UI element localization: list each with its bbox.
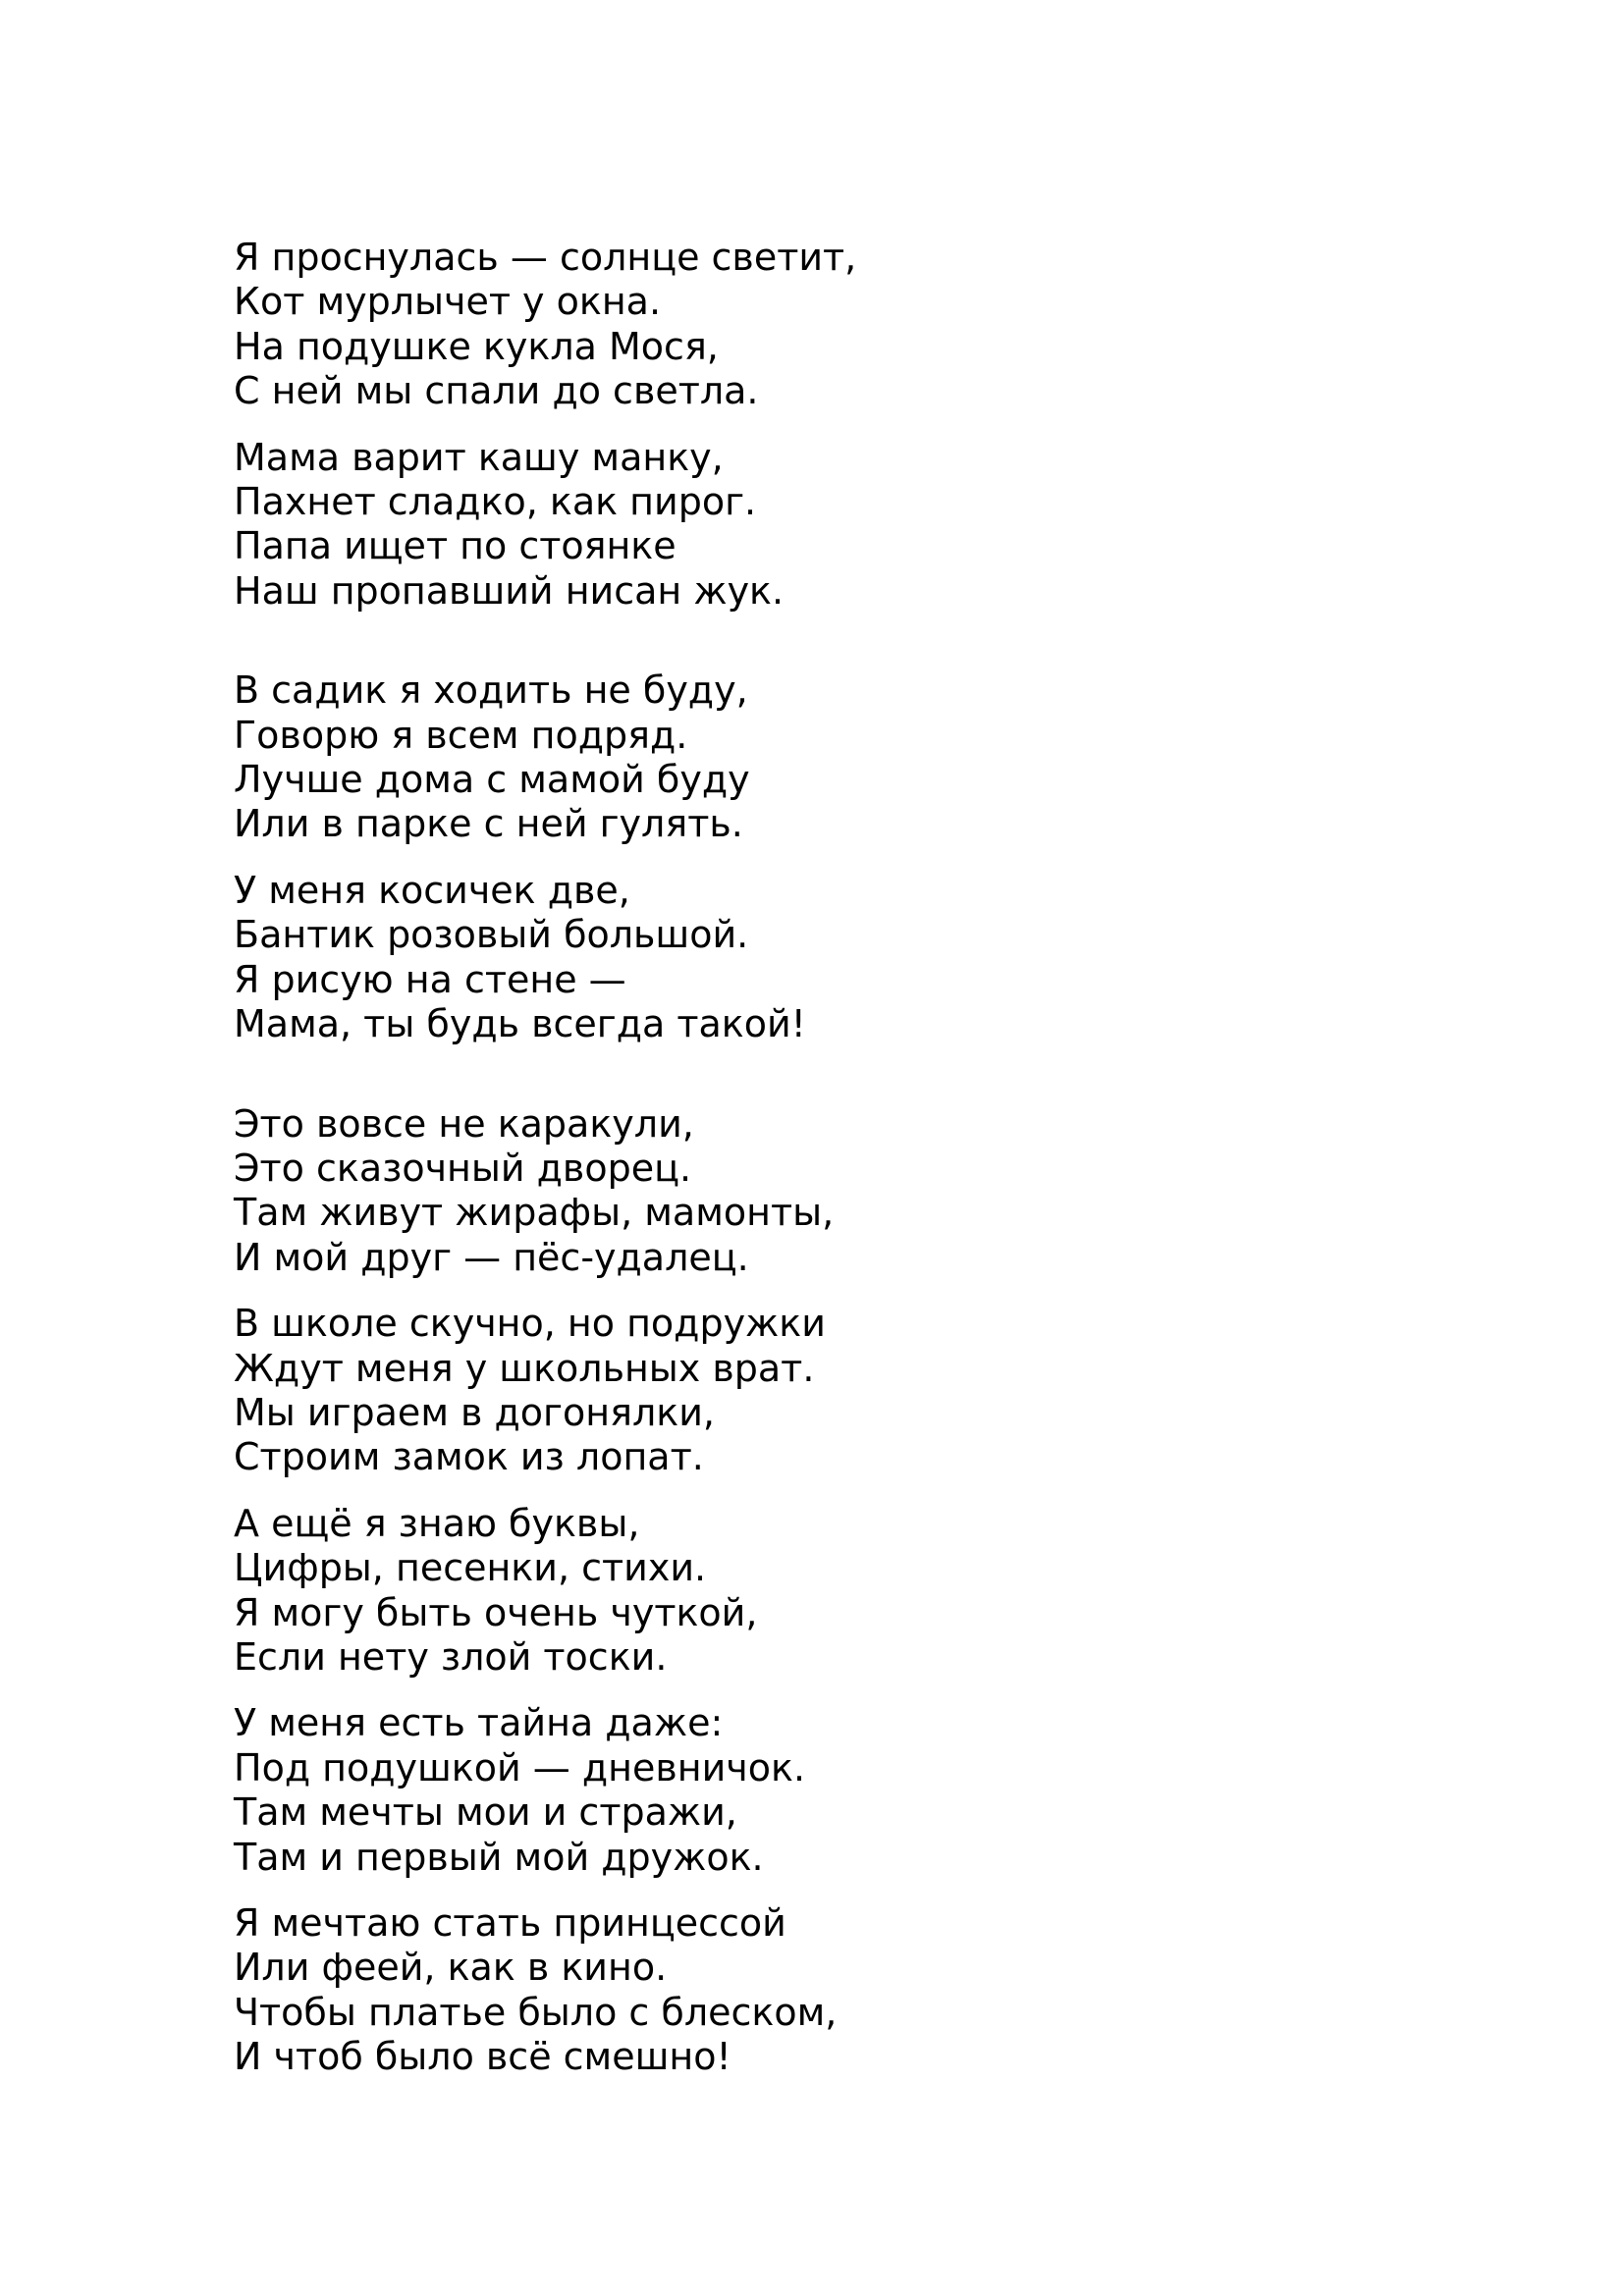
poem-line: В школе скучно, но подружки [234,1302,826,1346]
poem-line: И мой друг — пёс-удалец. [234,1235,749,1279]
stanza-4 [234,869,1412,1047]
poem-line: Там и первый мой дружок. [234,1835,764,1879]
poem-line: Кот мурлычет у окна. [234,280,662,324]
poem-line: Или в парке с ней гулять. [234,802,743,846]
poem-line: Строим замок из лопат. [234,1435,704,1479]
poem-line: У меня косичек две, [234,868,630,912]
stanza-2 [234,436,1412,614]
poem-line: Я мечтаю стать принцессой [234,1901,786,1945]
poem-line: Мама варит кашу манку, [234,435,724,479]
stanza-9 [234,1901,1412,2080]
poem-line: А ещё я знаю буквы, [234,1501,640,1545]
poem-line: Наш пропавший нисан жук. [234,568,785,613]
poem-line: Мы играем в догонялки, [234,1390,715,1434]
poem-line: Бантик розовый большой. [234,913,749,957]
poem-line: Папа ищет по стоянке [234,524,677,568]
poem-line: Я могу быть очень чуткой, [234,1590,758,1634]
poem-line: Там живут жирафы, мамонты, [234,1191,835,1235]
poem-line: Ждут меня у школьных врат. [234,1346,815,1390]
poem-line: Мама, ты будь всегда такой! [234,1002,806,1046]
poem-line: Я проснулась — солнце светит, [234,236,857,279]
poem-line: В садик я ходить не буду, [234,668,748,713]
poem-line: И чтоб было всё смешно! [234,2035,731,2079]
poem-line: Чтобы платье было с блеском, [234,1990,838,2034]
poem-line: Или феей, как в кино. [234,1946,668,1990]
stanza-7 [234,1502,1412,1681]
poem-line: Я рисую на стене — [234,957,626,1001]
poem-line: Цифры, песенки, стихи. [234,1546,707,1590]
poem-line: Пахнет сладко, как пирог. [234,480,757,524]
poem-line: Это вовсе не каракули, [234,1101,694,1146]
poem-line: На подушке кукла Мося, [234,324,719,368]
stanza-8 [234,1701,1412,1880]
poem-line: Там мечты мои и стражи, [234,1790,737,1835]
poem-line: С ней мы спали до светла. [234,369,759,413]
poem-line: Лучше дома с мамой буду [234,758,750,802]
stanza-6 [234,1302,1412,1480]
poem-line: Под подушкой — дневничок. [234,1745,806,1789]
poem-line: У меня есть тайна даже: [234,1701,724,1745]
poem-text [234,236,1412,2080]
poem-line: Если нету злой тоски. [234,1634,668,1679]
stanza-1 [234,236,1412,414]
poem-line: Это сказочный дворец. [234,1146,692,1190]
poem-line: Говорю я всем подряд. [234,713,688,757]
stanza-3 [234,668,1412,847]
stanza-5 [234,1102,1412,1281]
